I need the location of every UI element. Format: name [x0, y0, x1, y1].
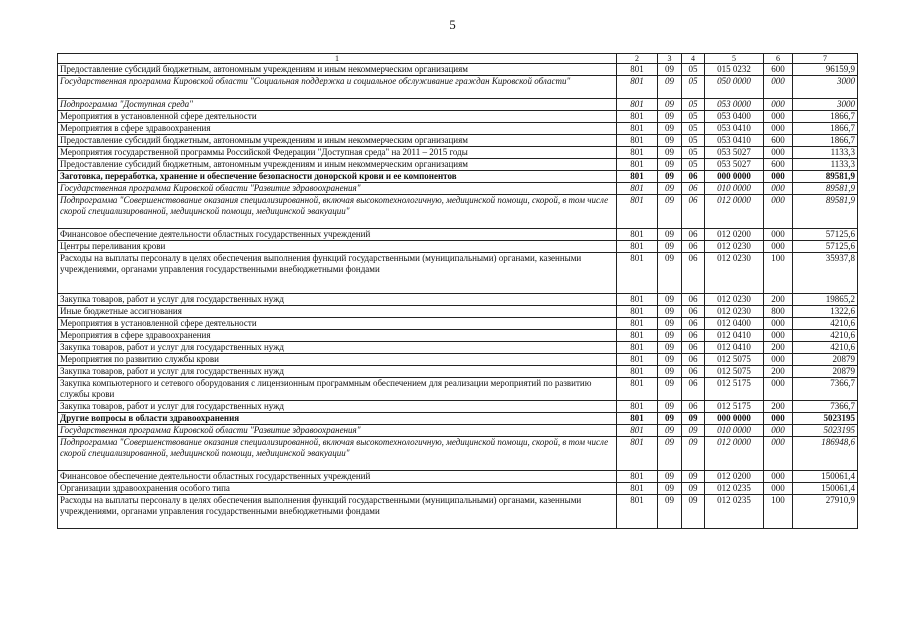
- ministry-code-cell: 801: [617, 171, 658, 183]
- expense-type-cell: 000: [764, 171, 793, 183]
- expense-type-cell: 100: [764, 253, 793, 294]
- target-article-cell: 050 0000: [705, 76, 764, 99]
- target-article-cell: 015 0232: [705, 64, 764, 76]
- row-name-cell: Закупка компьютерного и сетевого оборудования с лицензионным программным обеспечением для реализации мероприятий по развитию службы крови: [58, 378, 617, 401]
- target-article-cell: 000 0000: [705, 413, 764, 425]
- row-name-cell: Мероприятия в установленной сфере деятельности: [58, 318, 617, 330]
- table-row: [58, 366, 858, 378]
- table-row: [58, 64, 858, 76]
- target-article-cell: 012 5075: [705, 366, 764, 378]
- section-code-cell: 09: [658, 64, 682, 76]
- subsection-code-cell: 06: [682, 354, 705, 366]
- table-row: [58, 147, 858, 159]
- expense-type-cell: 000: [764, 425, 793, 437]
- subsection-code-cell: 06: [682, 241, 705, 253]
- target-article-cell: 012 0200: [705, 229, 764, 241]
- amount-cell: 57125,6: [793, 229, 858, 241]
- subsection-code-cell: 06: [682, 229, 705, 241]
- table-row: [58, 342, 858, 354]
- subsection-code-cell: 06: [682, 306, 705, 318]
- subsection-code-cell: 05: [682, 99, 705, 111]
- target-article-cell: 012 0400: [705, 318, 764, 330]
- expense-type-cell: 000: [764, 483, 793, 495]
- row-name-cell: Подпрограмма "Совершенствование оказания специализированной, включая высокотехнологичную, медицинской помощи, скорой, в том числе скорой специализированной, медицинской помощи, медицинской эвакуации": [58, 195, 617, 229]
- amount-cell: 7366,7: [793, 401, 858, 413]
- target-article-cell: 010 0000: [705, 425, 764, 437]
- section-code-cell: 09: [658, 76, 682, 99]
- table-row: [58, 123, 858, 135]
- target-article-cell: 053 0000: [705, 99, 764, 111]
- column-header: 6: [764, 54, 793, 64]
- expense-type-cell: 200: [764, 294, 793, 306]
- row-name-cell: Государственная программа Кировской области "Развитие здравоохранения": [58, 425, 617, 437]
- budget-table: [57, 53, 858, 529]
- section-code-cell: 09: [658, 366, 682, 378]
- row-name-cell: Центры переливания крови: [58, 241, 617, 253]
- subsection-code-cell: 05: [682, 135, 705, 147]
- row-name-cell: Организации здравоохранения особого типа: [58, 483, 617, 495]
- row-name-cell: Закупка товаров, работ и услуг для государственных нужд: [58, 294, 617, 306]
- section-code-cell: 09: [658, 241, 682, 253]
- row-name-cell: Мероприятия в установленной сфере деятельности: [58, 111, 617, 123]
- section-code-cell: 09: [658, 135, 682, 147]
- amount-cell: 89581,9: [793, 183, 858, 195]
- row-name-cell: Государственная программа Кировской области "Социальная поддержка и социальное обслуживание граждан Кировской области": [58, 76, 617, 99]
- column-header: 7: [793, 54, 858, 64]
- amount-cell: 89581,9: [793, 171, 858, 183]
- target-article-cell: 010 0000: [705, 183, 764, 195]
- table-row: [58, 425, 858, 437]
- table-row: [58, 253, 858, 294]
- amount-cell: 35937,8: [793, 253, 858, 294]
- table-row: [58, 401, 858, 413]
- subsection-code-cell: 06: [682, 378, 705, 401]
- column-header: 2: [617, 54, 658, 64]
- column-header: 4: [682, 54, 705, 64]
- target-article-cell: 012 5075: [705, 354, 764, 366]
- target-article-cell: 053 5027: [705, 159, 764, 171]
- expense-type-cell: 600: [764, 159, 793, 171]
- column-header-row: [58, 54, 858, 64]
- row-name-cell: Закупка товаров, работ и услуг для государственных нужд: [58, 342, 617, 354]
- ministry-code-cell: 801: [617, 123, 658, 135]
- amount-cell: 5023195: [793, 425, 858, 437]
- table-row: [58, 195, 858, 229]
- target-article-cell: 053 0410: [705, 135, 764, 147]
- section-code-cell: 09: [658, 437, 682, 471]
- amount-cell: 7366,7: [793, 378, 858, 401]
- subsection-code-cell: 06: [682, 342, 705, 354]
- section-code-cell: 09: [658, 159, 682, 171]
- table-row: [58, 483, 858, 495]
- target-article-cell: 012 0230: [705, 294, 764, 306]
- expense-type-cell: 000: [764, 123, 793, 135]
- expense-type-cell: 000: [764, 111, 793, 123]
- ministry-code-cell: 801: [617, 330, 658, 342]
- expense-type-cell: 100: [764, 495, 793, 529]
- column-header: 1: [58, 54, 617, 64]
- section-code-cell: 09: [658, 229, 682, 241]
- section-code-cell: 09: [658, 425, 682, 437]
- row-name-cell: Закупка товаров, работ и услуг для государственных нужд: [58, 366, 617, 378]
- target-article-cell: 012 0000: [705, 195, 764, 229]
- ministry-code-cell: 801: [617, 401, 658, 413]
- subsection-code-cell: 09: [682, 425, 705, 437]
- ministry-code-cell: 801: [617, 147, 658, 159]
- amount-cell: 1322,6: [793, 306, 858, 318]
- table-row: [58, 183, 858, 195]
- target-article-cell: 012 0410: [705, 330, 764, 342]
- table-row: [58, 354, 858, 366]
- amount-cell: 1866,7: [793, 135, 858, 147]
- expense-type-cell: 600: [764, 135, 793, 147]
- row-name-cell: Предоставление субсидий бюджетным, автономным учреждениям и иным некоммерческим организациям: [58, 135, 617, 147]
- expense-type-cell: 000: [764, 378, 793, 401]
- row-name-cell: Государственная программа Кировской области "Развитие здравоохранения": [58, 183, 617, 195]
- amount-cell: 1133,3: [793, 147, 858, 159]
- section-code-cell: 09: [658, 342, 682, 354]
- expense-type-cell: 000: [764, 471, 793, 483]
- target-article-cell: 012 0230: [705, 306, 764, 318]
- expense-type-cell: 000: [764, 99, 793, 111]
- amount-cell: 19865,2: [793, 294, 858, 306]
- section-code-cell: 09: [658, 195, 682, 229]
- ministry-code-cell: 801: [617, 195, 658, 229]
- column-header: 5: [705, 54, 764, 64]
- row-name-cell: Подпрограмма "Совершенствование оказания специализированной, включая высокотехнологичную, медицинской помощи, скорой, в том числе скорой специализированной, медицинской помощи, медицинской эвакуации": [58, 437, 617, 471]
- expense-type-cell: 000: [764, 330, 793, 342]
- ministry-code-cell: 801: [617, 229, 658, 241]
- subsection-code-cell: 06: [682, 253, 705, 294]
- target-article-cell: 012 0410: [705, 342, 764, 354]
- subsection-code-cell: 06: [682, 171, 705, 183]
- row-name-cell: Расходы на выплаты персоналу в целях обеспечения выполнения функций государственными (муниципальными) органами, казенными учреждениями, органами управления государственными внебюджетными фондами: [58, 495, 617, 529]
- row-name-cell: Мероприятия государственной программы Российской Федерации "Доступная среда" на 2011 – 2015 годы: [58, 147, 617, 159]
- row-name-cell: Предоставление субсидий бюджетным, автономным учреждениям и иным некоммерческим организациям: [58, 64, 617, 76]
- subsection-code-cell: 06: [682, 183, 705, 195]
- subsection-code-cell: 05: [682, 159, 705, 171]
- expense-type-cell: 000: [764, 183, 793, 195]
- table-row: [58, 413, 858, 425]
- target-article-cell: 012 5175: [705, 378, 764, 401]
- ministry-code-cell: 801: [617, 241, 658, 253]
- amount-cell: 20879: [793, 354, 858, 366]
- target-article-cell: 012 0235: [705, 483, 764, 495]
- ministry-code-cell: 801: [617, 413, 658, 425]
- ministry-code-cell: 801: [617, 183, 658, 195]
- table-row: [58, 99, 858, 111]
- section-code-cell: 09: [658, 306, 682, 318]
- amount-cell: 4210,6: [793, 342, 858, 354]
- subsection-code-cell: 06: [682, 401, 705, 413]
- section-code-cell: 09: [658, 471, 682, 483]
- row-name-cell: Расходы на выплаты персоналу в целях обеспечения выполнения функций государственными (муниципальными) органами, казенными учреждениями, органами управления государственными внебюджетными фондами: [58, 253, 617, 294]
- table-row: [58, 294, 858, 306]
- ministry-code-cell: 801: [617, 64, 658, 76]
- ministry-code-cell: 801: [617, 318, 658, 330]
- row-name-cell: Финансовое обеспечение деятельности областных государственных учреждений: [58, 471, 617, 483]
- ministry-code-cell: 801: [617, 354, 658, 366]
- subsection-code-cell: 05: [682, 111, 705, 123]
- subsection-code-cell: 06: [682, 366, 705, 378]
- expense-type-cell: 000: [764, 413, 793, 425]
- amount-cell: 96159,9: [793, 64, 858, 76]
- ministry-code-cell: 801: [617, 135, 658, 147]
- expense-type-cell: 000: [764, 437, 793, 471]
- amount-cell: 150061,4: [793, 471, 858, 483]
- target-article-cell: 012 5175: [705, 401, 764, 413]
- table-row: [58, 111, 858, 123]
- row-name-cell: Мероприятия в сфере здравоохранения: [58, 123, 617, 135]
- target-article-cell: 053 5027: [705, 147, 764, 159]
- target-article-cell: 000 0000: [705, 171, 764, 183]
- subsection-code-cell: 06: [682, 294, 705, 306]
- row-name-cell: Иные бюджетные ассигнования: [58, 306, 617, 318]
- section-code-cell: 09: [658, 111, 682, 123]
- ministry-code-cell: 801: [617, 253, 658, 294]
- amount-cell: 1133,3: [793, 159, 858, 171]
- expense-type-cell: 000: [764, 241, 793, 253]
- row-name-cell: Заготовка, переработка, хранение и обеспечение безопасности донорской крови и ее компонентов: [58, 171, 617, 183]
- amount-cell: 57125,6: [793, 241, 858, 253]
- expense-type-cell: 000: [764, 76, 793, 99]
- target-article-cell: 053 0400: [705, 111, 764, 123]
- ministry-code-cell: 801: [617, 111, 658, 123]
- table-row: [58, 76, 858, 99]
- row-name-cell: Финансовое обеспечение деятельности областных государственных учреждений: [58, 229, 617, 241]
- subsection-code-cell: 06: [682, 318, 705, 330]
- subsection-code-cell: 09: [682, 471, 705, 483]
- table-row: [58, 495, 858, 529]
- amount-cell: 1866,7: [793, 123, 858, 135]
- table-row: [58, 378, 858, 401]
- row-name-cell: Предоставление субсидий бюджетным, автономным учреждениям и иным некоммерческим организациям: [58, 159, 617, 171]
- table-row: [58, 241, 858, 253]
- amount-cell: 5023195: [793, 413, 858, 425]
- subsection-code-cell: 09: [682, 437, 705, 471]
- section-code-cell: 09: [658, 354, 682, 366]
- section-code-cell: 09: [658, 330, 682, 342]
- section-code-cell: 09: [658, 253, 682, 294]
- table-row: [58, 318, 858, 330]
- subsection-code-cell: 05: [682, 147, 705, 159]
- subsection-code-cell: 06: [682, 195, 705, 229]
- section-code-cell: 09: [658, 294, 682, 306]
- table-row: [58, 471, 858, 483]
- amount-cell: 3000: [793, 76, 858, 99]
- section-code-cell: 09: [658, 495, 682, 529]
- amount-cell: 150061,4: [793, 483, 858, 495]
- ministry-code-cell: 801: [617, 495, 658, 529]
- expense-type-cell: 000: [764, 354, 793, 366]
- page-number: 5: [449, 17, 456, 32]
- section-code-cell: 09: [658, 378, 682, 401]
- table-row: [58, 330, 858, 342]
- ministry-code-cell: 801: [617, 483, 658, 495]
- section-code-cell: 09: [658, 318, 682, 330]
- expense-type-cell: 200: [764, 401, 793, 413]
- amount-cell: 4210,6: [793, 330, 858, 342]
- table-row: [58, 135, 858, 147]
- subsection-code-cell: 06: [682, 330, 705, 342]
- subsection-code-cell: 09: [682, 483, 705, 495]
- expense-type-cell: 600: [764, 64, 793, 76]
- amount-cell: 89581,9: [793, 195, 858, 229]
- subsection-code-cell: 09: [682, 495, 705, 529]
- target-article-cell: 053 0410: [705, 123, 764, 135]
- subsection-code-cell: 05: [682, 123, 705, 135]
- table-row: [58, 171, 858, 183]
- ministry-code-cell: 801: [617, 366, 658, 378]
- ministry-code-cell: 801: [617, 425, 658, 437]
- target-article-cell: 012 0230: [705, 241, 764, 253]
- expense-type-cell: 200: [764, 366, 793, 378]
- ministry-code-cell: 801: [617, 99, 658, 111]
- section-code-cell: 09: [658, 183, 682, 195]
- ministry-code-cell: 801: [617, 378, 658, 401]
- subsection-code-cell: 05: [682, 64, 705, 76]
- amount-cell: 3000: [793, 99, 858, 111]
- target-article-cell: 012 0000: [705, 437, 764, 471]
- section-code-cell: 09: [658, 123, 682, 135]
- expense-type-cell: 800: [764, 306, 793, 318]
- expense-type-cell: 000: [764, 147, 793, 159]
- table-row: [58, 159, 858, 171]
- target-article-cell: 012 0230: [705, 253, 764, 294]
- row-name-cell: Закупка товаров, работ и услуг для государственных нужд: [58, 401, 617, 413]
- row-name-cell: Мероприятия в сфере здравоохранения: [58, 330, 617, 342]
- column-header: 3: [658, 54, 682, 64]
- expense-type-cell: 200: [764, 342, 793, 354]
- ministry-code-cell: 801: [617, 471, 658, 483]
- ministry-code-cell: 801: [617, 76, 658, 99]
- section-code-cell: 09: [658, 401, 682, 413]
- ministry-code-cell: 801: [617, 342, 658, 354]
- amount-cell: 4210,6: [793, 318, 858, 330]
- ministry-code-cell: 801: [617, 159, 658, 171]
- expense-type-cell: 000: [764, 195, 793, 229]
- section-code-cell: 09: [658, 147, 682, 159]
- ministry-code-cell: 801: [617, 294, 658, 306]
- amount-cell: 20879: [793, 366, 858, 378]
- section-code-cell: 09: [658, 413, 682, 425]
- table-row: [58, 229, 858, 241]
- target-article-cell: 012 0200: [705, 471, 764, 483]
- row-name-cell: Подпрограмма "Доступная среда": [58, 99, 617, 111]
- table-row: [58, 437, 858, 471]
- section-code-cell: 09: [658, 171, 682, 183]
- row-name-cell: Другие вопросы в области здравоохранения: [58, 413, 617, 425]
- expense-type-cell: 000: [764, 318, 793, 330]
- subsection-code-cell: 05: [682, 76, 705, 99]
- subsection-code-cell: 09: [682, 413, 705, 425]
- expense-type-cell: 000: [764, 229, 793, 241]
- amount-cell: 186948,6: [793, 437, 858, 471]
- ministry-code-cell: 801: [617, 306, 658, 318]
- ministry-code-cell: 801: [617, 437, 658, 471]
- table-row: [58, 306, 858, 318]
- section-code-cell: 09: [658, 99, 682, 111]
- target-article-cell: 012 0235: [705, 495, 764, 529]
- row-name-cell: Мероприятия по развитию службы крови: [58, 354, 617, 366]
- amount-cell: 27910,9: [793, 495, 858, 529]
- section-code-cell: 09: [658, 483, 682, 495]
- amount-cell: 1866,7: [793, 111, 858, 123]
